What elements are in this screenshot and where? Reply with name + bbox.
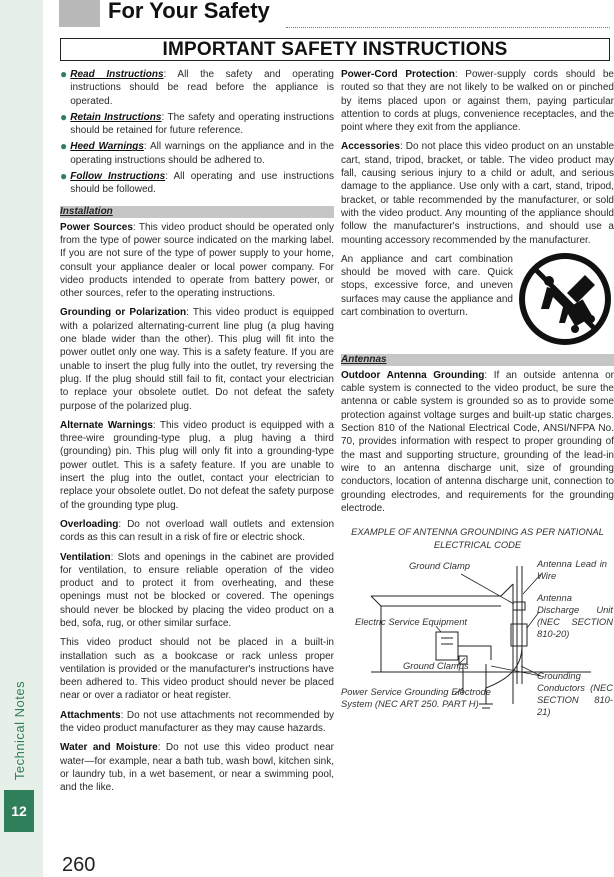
installation-heading: Installation — [60, 206, 334, 218]
figure-caption: EXAMPLE OF ANTENNA GROUNDING AS PER NATIONAL ELECTRICAL CODE — [351, 526, 604, 551]
attachments-paragraph: Attachments: Do not use attachments not recommended by the video product manufacturer as they may cause hazards. — [60, 709, 334, 735]
power-cord-paragraph: Power-Cord Protection: Power-supply cords should be routed so that they are not likely to be walked on or pinched by items placed upon or against them, paying particular attention to cords at plugs, convenience receptacles, and the point where they exit from the appliance. — [341, 69, 614, 134]
right-column — [341, 68, 614, 717]
page-title: For Your Safety — [108, 0, 270, 23]
overloading-paragraph: Overloading: Do not overload wall outlets and extension cords as this can result in a risk of fire or electric shock. — [60, 518, 334, 544]
left-column — [60, 68, 334, 801]
bullet-item: ● Retain Instructions: The safety and operating instructions should be retained for future reference. — [60, 109, 334, 137]
instructions-banner: IMPORTANT SAFETY INSTRUCTIONS — [60, 38, 610, 61]
water-paragraph: Water and Moisture: Do not use this video product near water—for example, near a bath tub, wash bowl, kitchen sink, or laundry tub, in a wet basement, or near a swimming pool, and the like. — [60, 742, 334, 794]
bullet-item: ● Read Instructions: All the safety and operating instructions should be read before the appliance is operated. — [60, 67, 334, 107]
label-electrode-system: Power Service Grounding Electrode System (NEC ART 250. PART H) — [341, 685, 491, 709]
bullet-item: ● Heed Warnings: All warnings on the appliance and in the operating instructions should be adhered to. — [60, 139, 335, 166]
title-rule — [286, 27, 610, 28]
ventilation-paragraph: Ventilation: Slots and openings in the cabinet are provided for ventilation, to ensure reliable operation of the video product and to protect it from overheating, and these openings must not be blocked or covered. The openings should never be blocked by placing the video product on a bed, sofa, rug, or other similar surface. — [60, 551, 334, 629]
header-marker — [59, 0, 100, 27]
builtin-paragraph: This video product should not be placed in a built-in installation such as a bookcase or rack unless proper ventilation is provided or the manufacturer's instructions have been adhered to. This video product should never be placed near or over a radiator or heat register. — [60, 637, 334, 702]
grounding-paragraph: Grounding or Polarization: This video product is equipped with a polarized alternating-current line plug (a plug having one blade wider than the other). This plug will fit into the power outlet only one way. This is a safety feature. If you are unable to insert the plug fully into the outlet, try reversing the plug. If the plug should still fail to fit, contact your electrician to replace your obsolete outlet. Do not defeat the safety purpose of the polarized plug. — [60, 307, 334, 412]
antenna-grounding-diagram — [341, 554, 614, 717]
cart-paragraph: An appliance and cart combination should be moved with care. Quick stops, excessive force, and uneven surfaces may cause the appliance and cart combination to overturn. — [341, 253, 513, 319]
label-grounding-conductors: Grounding Conductors (NEC SECTION 810-21) — [537, 669, 613, 717]
label-service-equipment: Electric Service Equipment — [355, 615, 468, 627]
label-ground-clamps: Ground Clamps — [403, 659, 469, 671]
label-antenna-lead-in: Antenna Lead in Wire — [537, 557, 607, 581]
side-tab-label: Technical Notes — [12, 680, 28, 780]
accessories-paragraph: Accessories: Do not place this video product on an unstable cart, stand, tripod, bracket, or table. The video product may fall, causing serious injury to a child or adult, and serious damage to the appliance. Use only with a cart, stand, tripod, bracket, or table recommended by the manufacturer, or sold with the video product. Any mounting of the appliance should follow the manufacturer's instructions, and should use a mounting accessory recommended by the manufacturer. — [341, 141, 614, 246]
page-number: 260 — [62, 854, 96, 876]
chapter-number: 12 — [4, 790, 34, 832]
bullet-item: ● Follow Instructions: All operating and use instructions should be followed. — [60, 169, 334, 196]
alternate-warnings-paragraph: Alternate Warnings: This video product is equipped with a three-wire grounding-type plug, a plug having a third (grounding) pin. This plug will only fit into a grounding-type power outlet. This is a safety feature. If you are unable to insert the plug into the outlet, contact your electrician to replace your obsolete outlet. Do not defeat the safety purpose of the grounding type plug. — [60, 419, 334, 511]
cart-tip-warning-icon — [519, 253, 611, 345]
antennas-heading: Antennas — [341, 354, 614, 366]
label-discharge-unit: Antenna Discharge Unit (NEC SECTION 810-20) — [537, 591, 613, 639]
label-ground-clamp: Ground Clamp — [409, 559, 470, 571]
power-sources-paragraph: Power Sources: This video product should be operated only from the type of power source indicated on the marking label. If you are not sure of the type of power supply to your home, consult your appliance dealer or local power company. For video products intended to operate from battery power, or other sources, refer to the operating instructions. — [60, 221, 334, 300]
outdoor-antenna-paragraph: Outdoor Antenna Grounding: If an outside antenna or cable system is connected to the video product, be sure the antenna or cable system is grounded so as to provide some protection against voltage surges and built-up static charges. Section 810 of the National Electrical Code, ANSI/NFPA No. 70, provides information with respect to proper grounding of the mast and supporting structure, grounding of the lead-in wire to an antenna discharge unit, size of grounding conductors, location of antenna discharge unit, connection to grounding electrodes, and requirements for the grounding electrode. — [341, 369, 614, 514]
